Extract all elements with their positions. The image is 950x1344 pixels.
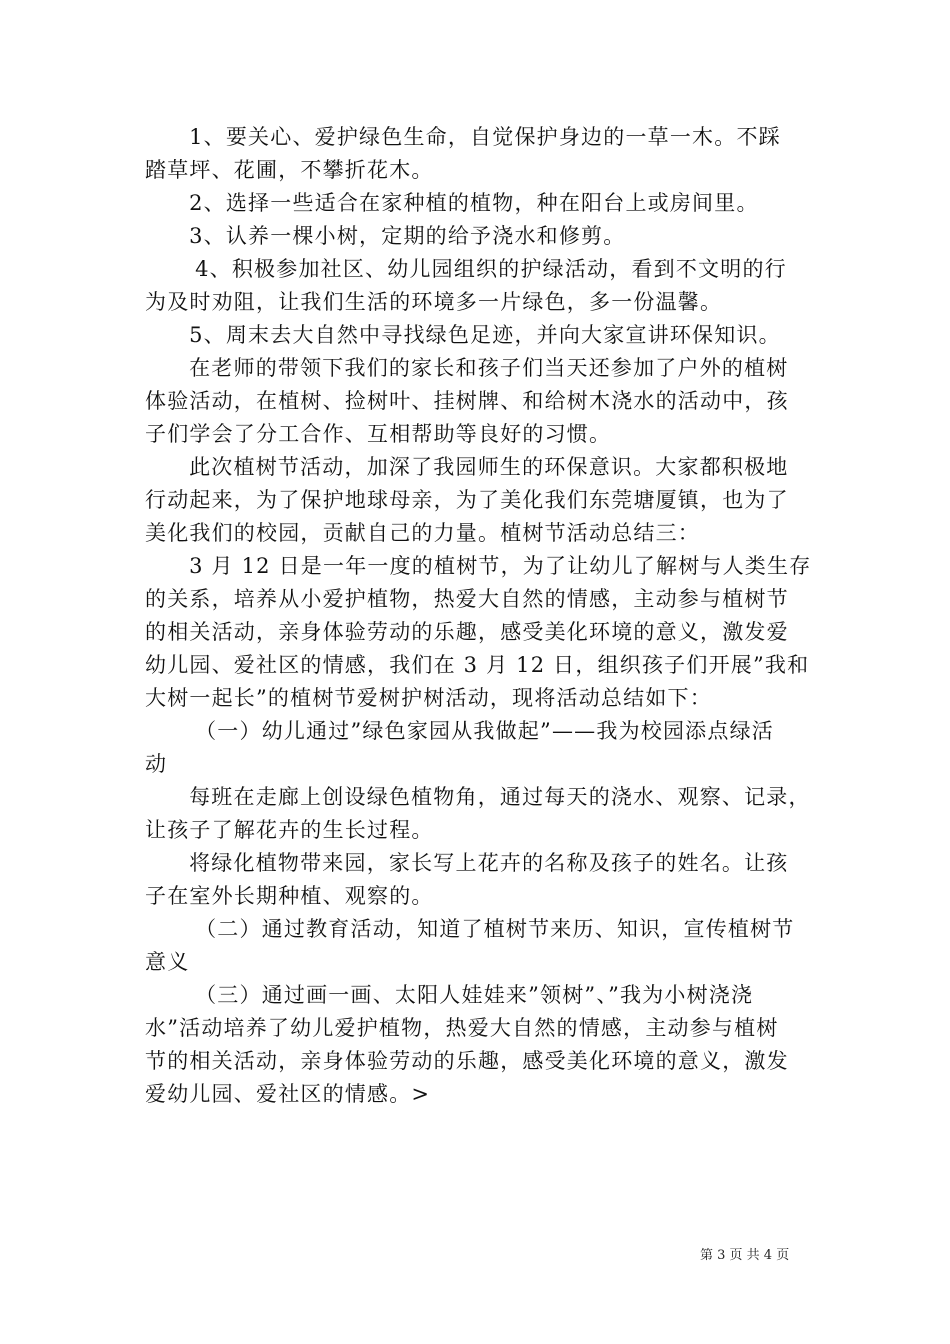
paragraph-line: 每班在走廊上创设绿色植物角，通过每天的浇水、观察、记录， (189, 785, 811, 809)
paragraph-line: 动 (145, 752, 168, 776)
paragraph-line: 水”活动培养了幼儿爱护植物，热爱大自然的情感，主动参与植树 (145, 1016, 779, 1040)
paragraph (145, 550, 825, 715)
paragraph-line: 3、认养一棵小树，定期的给予浇水和修剪。 (189, 224, 626, 248)
paragraph-line: 子在室外长期种植、观察的。 (145, 884, 434, 908)
paragraph-line: 子们学会了分工合作、互相帮助等良好的习惯。 (145, 422, 612, 446)
paragraph-line: 此次植树节活动，加深了我园师生的环保意识。大家都积极地 (189, 455, 789, 479)
paragraph-line: 美化我们的校园，贡献自己的力量。植树节活动总结三： (145, 521, 700, 545)
paragraph-line: 幼儿园、爱社区的情感，我们在 3 月 12 日，组织孩子们开展”我和 (145, 653, 810, 677)
paragraph (145, 451, 825, 550)
paragraph-line: （二）通过教育活动，知道了植树节来历、知识，宣传植树节 (195, 917, 795, 941)
paragraph-line: 的相关活动，亲身体验劳动的乐趣，感受美化环境的意义，激发爱 (145, 620, 789, 644)
paragraph-line: 爱幼儿园、爱社区的情感。> (145, 1082, 431, 1106)
paragraph-line: 意义 (145, 950, 190, 974)
paragraph-line: 让孩子了解花卉的生长过程。 (145, 818, 434, 842)
page-number-footer: 第 3 页 共 4 页 (700, 1248, 790, 1263)
paragraph (145, 352, 825, 451)
paragraph-line: 节的相关活动，亲身体验劳动的乐趣，感受美化环境的意义，激发 (145, 1049, 789, 1073)
paragraph-line: （三）通过画一画、太阳人娃娃来”领树”、”我为小树浇浇 (195, 983, 754, 1007)
paragraph-line: 的关系，培养从小爱护植物，热爱大自然的情感，主动参与植树节 (145, 587, 789, 611)
paragraph (145, 979, 825, 1111)
paragraph-line: 2、选择一些适合在家种植的植物，种在阳台上或房间里。 (189, 191, 759, 215)
paragraph-line: （一）幼儿通过”绿色家园从我做起”——我为校园添点绿活 (195, 719, 774, 743)
paragraph-line: 5、周末去大自然中寻找绿色足迹，并向大家宣讲环保知识。 (189, 323, 781, 347)
paragraph (145, 187, 825, 220)
paragraph-line: 3 月 12 日是一年一度的植树节，为了让幼儿了解树与人类生存 (189, 554, 812, 578)
paragraph-line: 体验活动，在植树、捡树叶、挂树牌、和给树木浇水的活动中，孩 (145, 389, 789, 413)
paragraph-line: 将绿化植物带来园，家长写上花卉的名称及孩子的姓名。让孩 (189, 851, 789, 875)
paragraph-line: 在老师的带领下我们的家长和孩子们当天还参加了户外的植树 (189, 356, 789, 380)
paragraph (145, 121, 825, 187)
document-body (145, 121, 825, 1111)
paragraph (145, 253, 825, 319)
paragraph-line: 踏草坪、花圃，不攀折花木。 (145, 158, 434, 182)
paragraph (145, 781, 825, 847)
paragraph-line: 行动起来，为了保护地球母亲，为了美化我们东莞塘厦镇，也为了 (145, 488, 789, 512)
paragraph (145, 913, 825, 979)
paragraph (145, 715, 825, 781)
paragraph (145, 847, 825, 913)
paragraph (145, 220, 825, 253)
paragraph (145, 319, 825, 352)
paragraph-line: 4、积极参加社区、幼儿园组织的护绿活动，看到不文明的行 (195, 257, 787, 281)
paragraph-line: 为及时劝阻，让我们生活的环境多一片绿色，多一份温馨。 (145, 290, 723, 314)
paragraph-line: 大树一起长”的植树节爱树护树活动，现将活动总结如下： (145, 686, 712, 710)
paragraph-line: 1、要关心、爱护绿色生命，自觉保护身边的一草一木。不踩 (189, 125, 781, 149)
